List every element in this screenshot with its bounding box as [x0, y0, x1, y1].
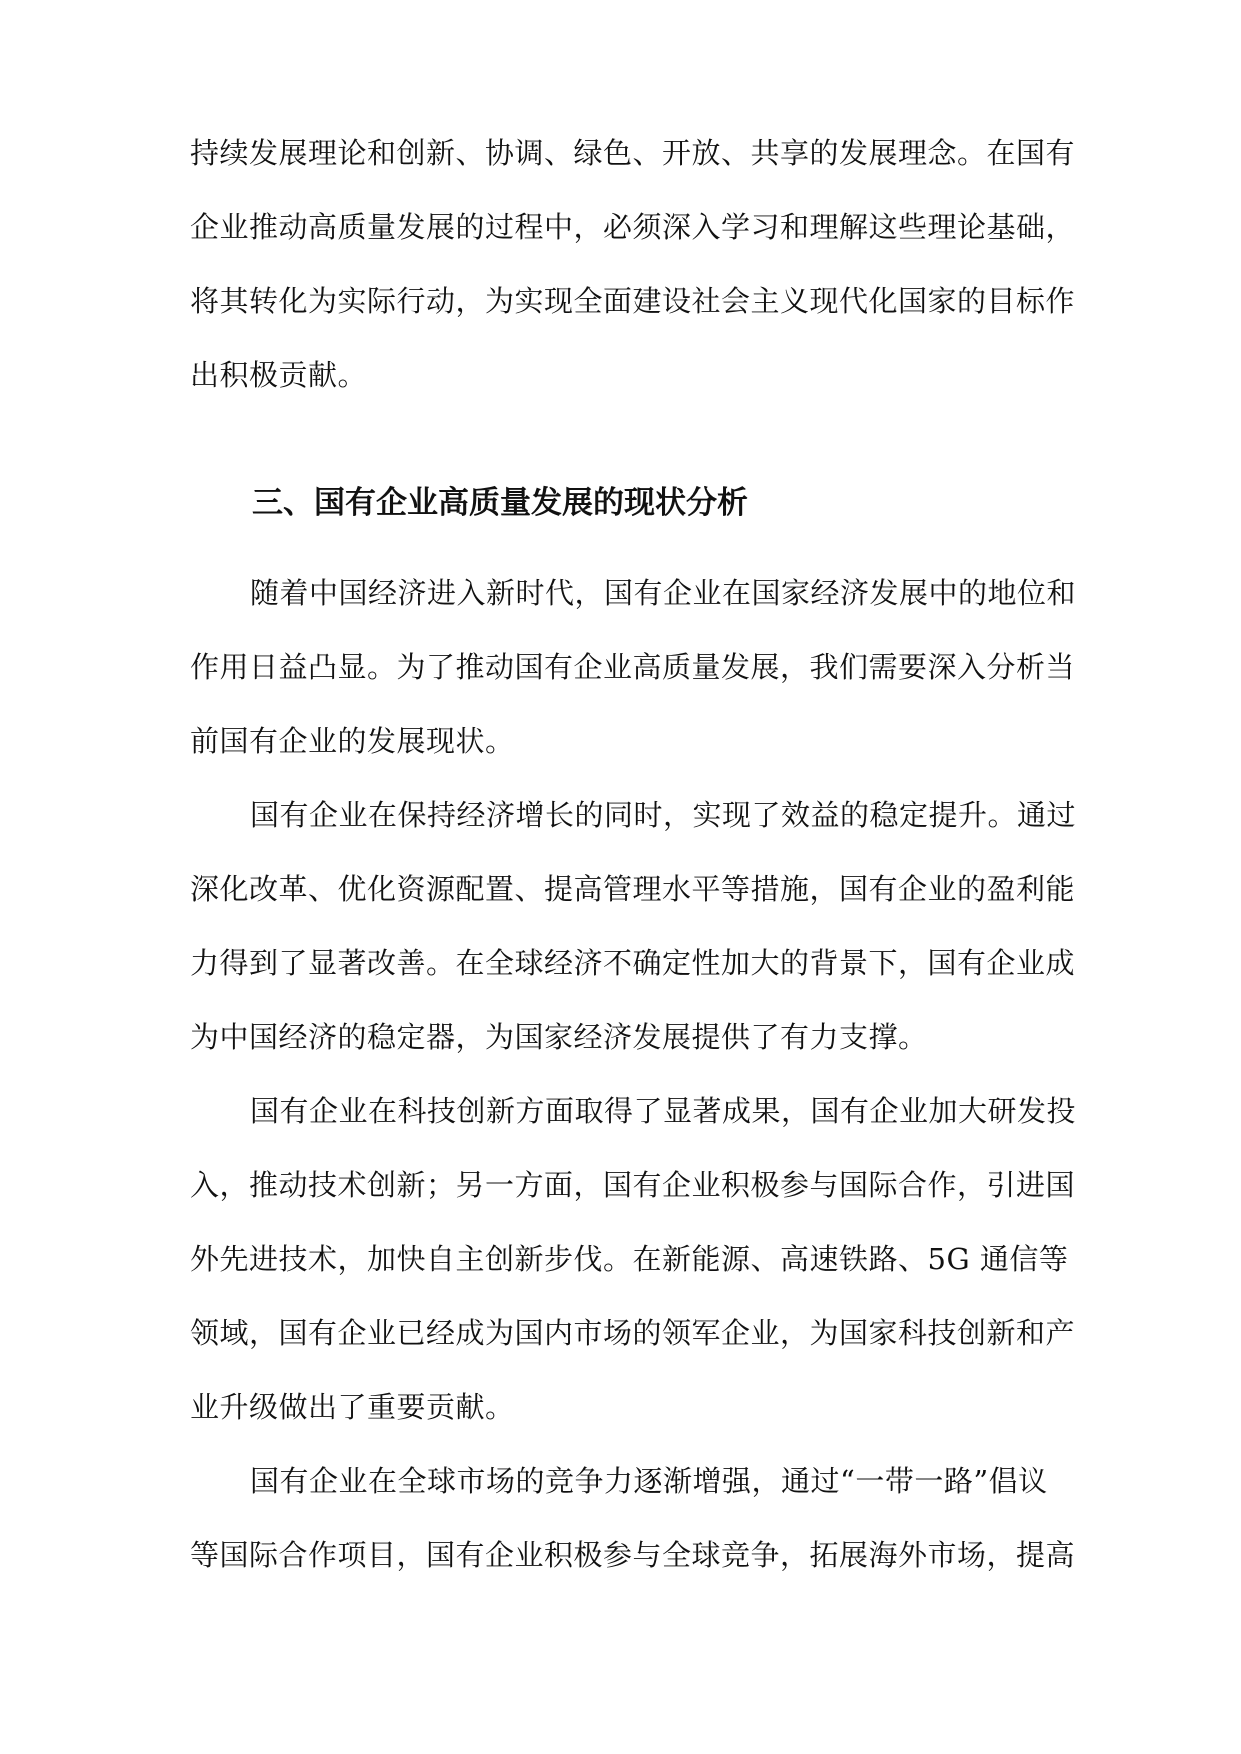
intro-line-2: 企业推动高质量发展的过程中，必须深入学习和理解这些理论基础， — [190, 210, 1076, 244]
paragraph-2-line-4: 为中国经济的稳定器，为国家经济发展提供了有力支撑。 — [190, 1020, 928, 1054]
paragraph-3-line-2: 入，推动技术创新；另一方面，国有企业积极参与国际合作，引进国 — [190, 1168, 1076, 1202]
paragraph-3-line-3: 外先进技术，加快自主创新步伐。在新能源、高速铁路、5G 通信等 — [190, 1242, 1069, 1276]
paragraph-2-line-1: 国有企业在保持经济增长的同时，实现了效益的稳定提升。通过 — [250, 798, 1077, 832]
paragraph-4-line-1: 国有企业在全球市场的竞争力逐渐增强，通过“一带一路”倡议 — [250, 1464, 1048, 1498]
paragraph-1-line-2: 作用日益凸显。为了推动国有企业高质量发展，我们需要深入分析当 — [190, 650, 1076, 684]
intro-line-4: 出积极贡献。 — [190, 358, 368, 392]
paragraph-3-line-1: 国有企业在科技创新方面取得了显著成果，国有企业加大研发投 — [250, 1094, 1077, 1128]
paragraph-4-line-2: 等国际合作项目，国有企业积极参与全球竞争，拓展海外市场，提高 — [190, 1538, 1076, 1572]
paragraph-3-line-4: 领域，国有企业已经成为国内市场的领军企业，为国家科技创新和产 — [190, 1316, 1076, 1350]
intro-line-3: 将其转化为实际行动，为实现全面建设社会主义现代化国家的目标作 — [190, 284, 1076, 318]
section-heading: 三、国有企业高质量发展的现状分析 — [252, 485, 748, 521]
paragraph-2-line-3: 力得到了显著改善。在全球经济不确定性加大的背景下，国有企业成 — [190, 946, 1076, 980]
paragraph-3-line-5: 业升级做出了重要贡献。 — [190, 1390, 515, 1424]
paragraph-2-line-2: 深化改革、优化资源配置、提高管理水平等措施，国有企业的盈利能 — [190, 872, 1076, 906]
paragraph-1-line-1: 随着中国经济进入新时代，国有企业在国家经济发展中的地位和 — [250, 576, 1077, 610]
paragraph-1-line-3: 前国有企业的发展现状。 — [190, 724, 515, 758]
intro-line-1: 持续发展理论和创新、协调、绿色、开放、共享的发展理念。在国有 — [190, 136, 1076, 170]
